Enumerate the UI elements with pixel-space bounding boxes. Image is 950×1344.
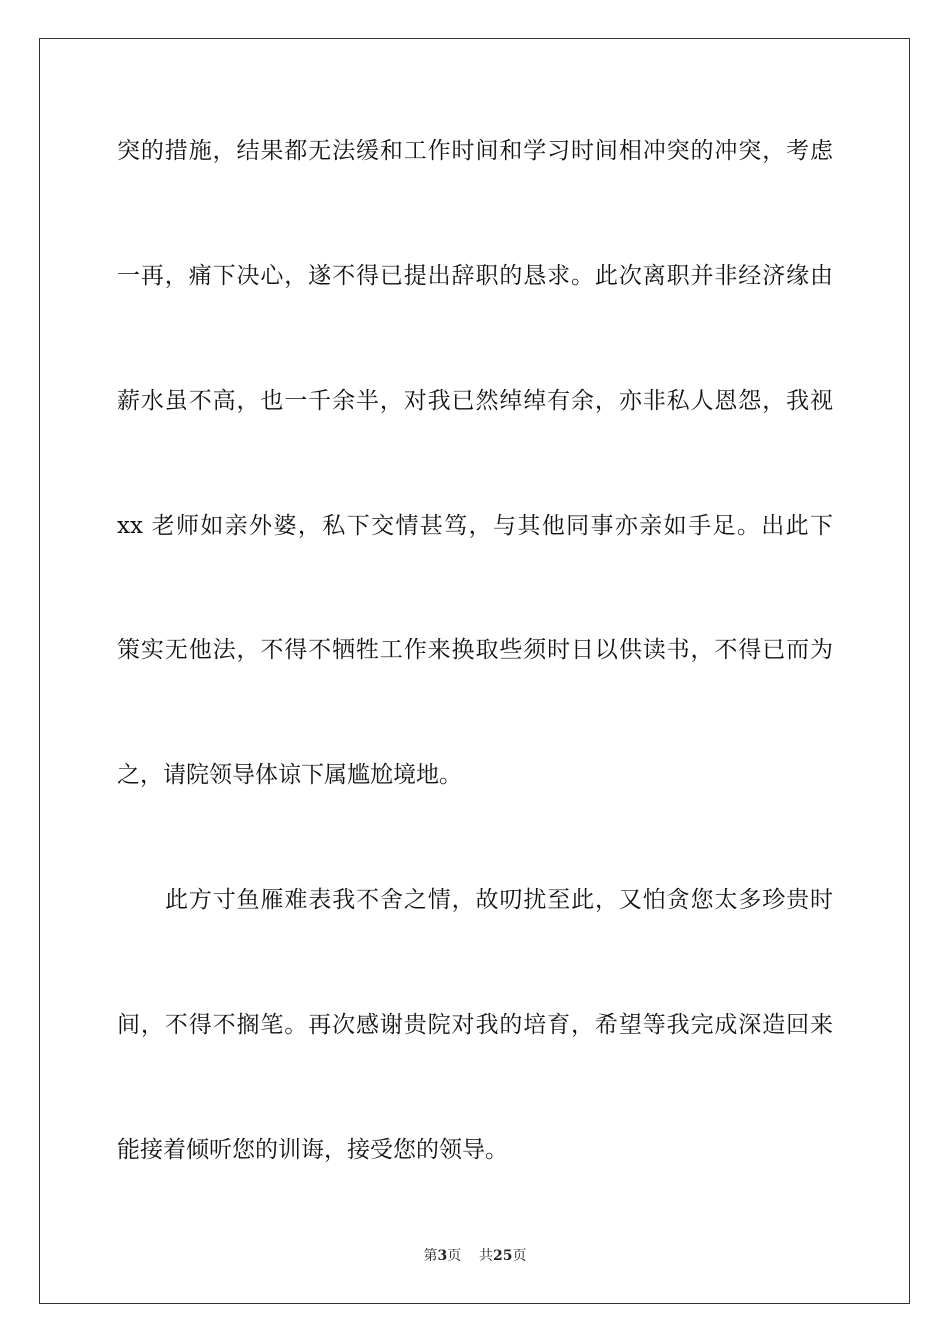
footer-suffix: 页 <box>512 1248 527 1264</box>
body-text-line: xx 老师如亲外婆，私下交情甚笃，与其他同事亦亲如手足。出此下 <box>117 513 833 539</box>
current-page-number: 3 <box>437 1248 448 1264</box>
body-text-line: 策实无他法，不得不牺牲工作来换取些须时日以供读书，不得已而为 <box>117 637 833 663</box>
footer-prefix: 第 <box>423 1248 438 1264</box>
page-border <box>39 38 910 1304</box>
body-text-line: 之，请院领导体谅下属尴尬境地。 <box>117 762 462 788</box>
body-text-line: 能接着倾听您的训诲，接受您的领导。 <box>117 1137 508 1163</box>
body-text-line: 一再，痛下决心，遂不得已提出辞职的恳求。此次离职并非经济缘由 <box>117 263 833 289</box>
page-number-footer <box>0 1246 950 1266</box>
body-text-line: 薪水虽不高，也一千余半，对我已然绰绰有余，亦非私人恩怨，我视 <box>117 388 833 414</box>
body-text-line: 突的措施，结果都无法缓和工作时间和学习时间相冲突的冲突，考虑 <box>117 138 833 164</box>
body-text-line: 间，不得不搁笔。再次感谢贵院对我的培育，希望等我完成深造回来 <box>117 1012 833 1038</box>
paragraph-first-line: 此方寸鱼雁难表我不舍之情，故叨扰至此，又怕贪您太多珍贵时 <box>165 887 833 913</box>
total-page-number: 25 <box>493 1248 513 1264</box>
footer-mid: 页 共 <box>447 1248 494 1264</box>
